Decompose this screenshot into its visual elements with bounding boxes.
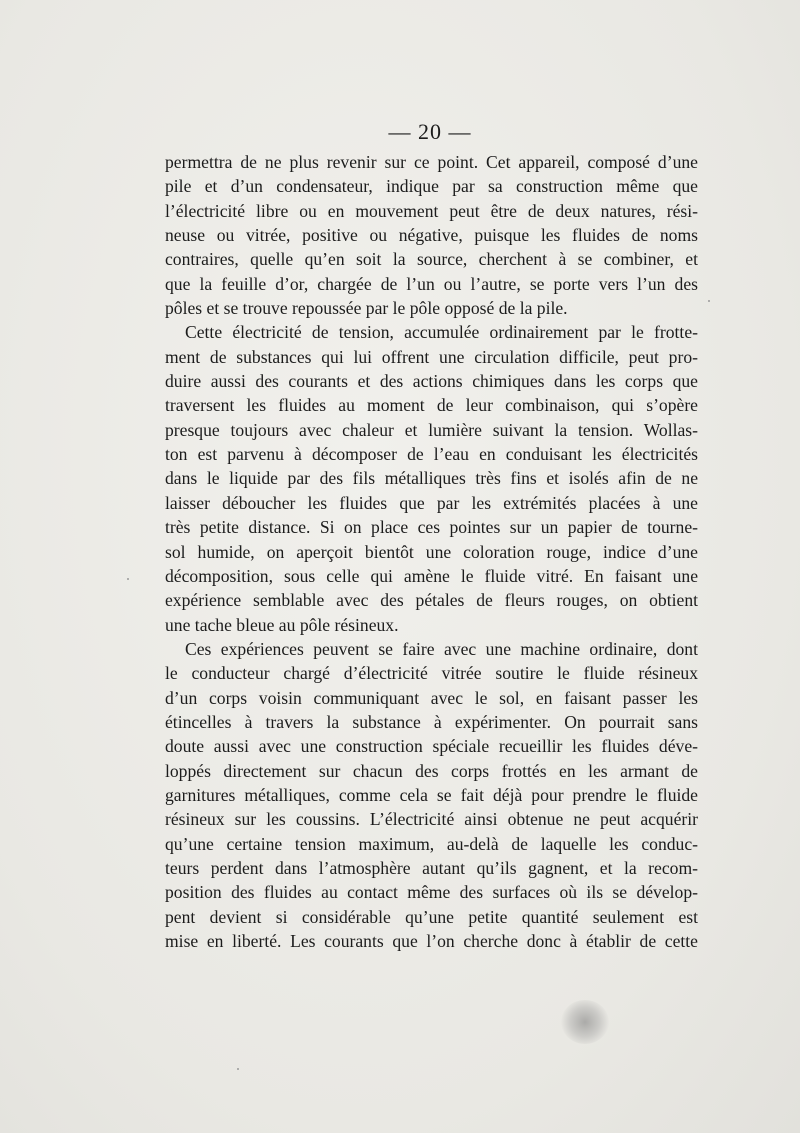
text-line: ment de substances qui lui offrent une circulation difficile, peut pro- <box>165 346 698 367</box>
body-text <box>165 150 698 953</box>
text-line: neuse ou vitrée, positive ou négative, puisque les fluides de noms <box>165 225 698 246</box>
paper-speck <box>237 1068 239 1070</box>
text-line: permettra de ne plus revenir sur ce point. Cet appareil, composé d’une <box>165 152 698 172</box>
paper-speck <box>127 578 129 580</box>
text-line: loppés directement sur chacun des corps frottés en les armant de <box>165 760 698 781</box>
paper-speck <box>708 300 710 302</box>
text-line: d’un corps voisin communiquant avec le sol, en faisant passer les <box>165 687 698 708</box>
text-line: l’électricité libre ou en mouvement peut être de deux natures, rési- <box>165 200 698 221</box>
text-line: dans le liquide par des fils métalliques très fins et isolés afin de ne <box>165 468 698 489</box>
text-line: pôles et se trouve repoussée par le pôle opposé de la pile. <box>165 298 568 319</box>
page-number: — 20 — <box>388 119 472 144</box>
ink-stain <box>561 1000 609 1044</box>
text-line: que la feuille d’or, chargée de l’un ou l’autre, se porte vers l’un des <box>165 273 698 294</box>
text-line: très petite distance. Si on place ces pointes sur un papier de tourne- <box>165 517 698 538</box>
text-line: contraires, quelle qu’en soit la source, cherchent à se combiner, et <box>165 249 698 270</box>
text-line: Cette électricité de tension, accumulée ordinairement par le frotte- <box>185 322 698 343</box>
text-line: position des fluides au contact même des surfaces où ils se dévelop- <box>165 882 698 903</box>
text-line: le conducteur chargé d’électricité vitrée soutire le fluide résineux <box>165 663 698 684</box>
text-line: teurs perdent dans l’atmosphère autant qu’ils gagnent, et la recom- <box>165 857 698 878</box>
text-line: résineux sur les coussins. L’électricité ainsi obtenue ne peut acquérir <box>165 809 698 830</box>
text-line: une tache bleue au pôle résineux. <box>165 614 399 635</box>
text-line: sol humide, on aperçoit bientôt une coloration rouge, indice d’une <box>165 541 698 562</box>
text-line: duire aussi des courants et des actions chimiques dans les corps que <box>165 371 698 392</box>
text-line: mise en liberté. Les courants que l’on cherche donc à établir de cette <box>165 931 698 951</box>
text-line: presque toujours avec chaleur et lumière suivant la tension. Wollas- <box>165 419 698 440</box>
text-line: laisser déboucher les fluides que par les extrémités placées à une <box>165 492 698 513</box>
text-line: expérience semblable avec des pétales de fleurs rouges, on obtient <box>165 590 698 611</box>
text-line: décomposition, sous celle qui amène le fluide vitré. En faisant une <box>165 565 698 586</box>
text-line: doute aussi avec une construction spéciale recueillir les fluides déve- <box>165 736 698 757</box>
text-line: pile et d’un condensateur, indique par sa construction même que <box>165 176 698 197</box>
text-line: garnitures métalliques, comme cela se fait déjà pour prendre le fluide <box>165 784 698 805</box>
text-line: traversent les fluides au moment de leur combinaison, qui s’opère <box>165 395 698 416</box>
text-line: ton est parvenu à décomposer de l’eau en conduisant les électricités <box>165 444 698 465</box>
text-line: Ces expériences peuvent se faire avec une machine ordinaire, dont <box>185 638 698 659</box>
text-line: pent devient si considérable qu’une petite quantité seulement est <box>165 906 698 927</box>
text-line: qu’une certaine tension maximum, au-delà de laquelle les conduc- <box>165 833 698 854</box>
text-line: étincelles à travers la substance à expérimenter. On pourrait sans <box>165 711 698 732</box>
